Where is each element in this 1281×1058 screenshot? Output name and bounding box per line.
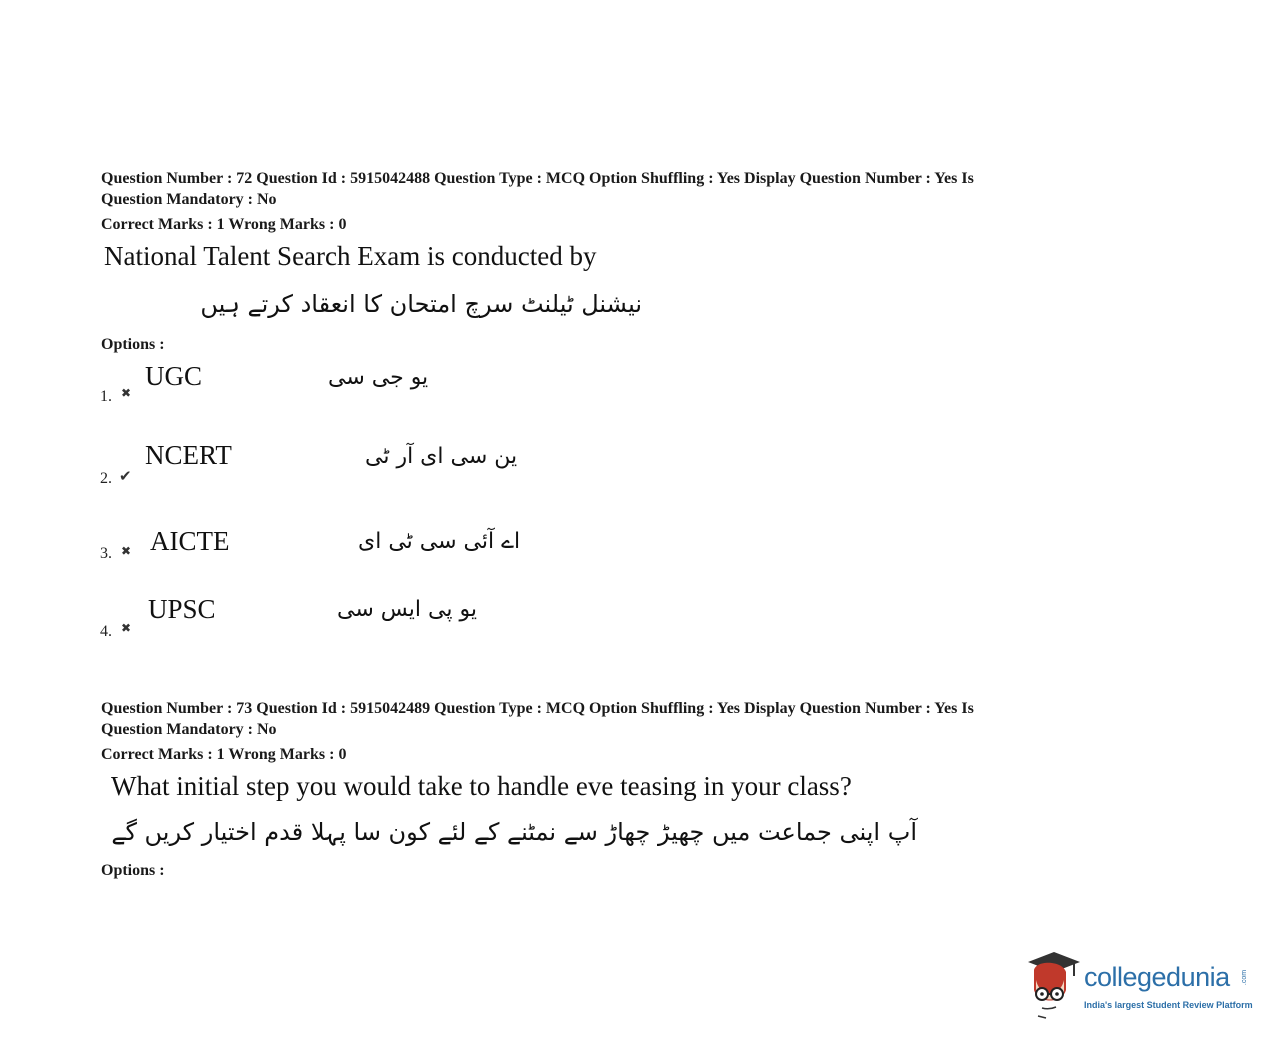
collegedunia-logo <box>1022 950 1262 1020</box>
question-72-options-label: Options : <box>101 336 165 353</box>
option-3-text-ur: اے آئی سی ٹی ای <box>358 529 521 554</box>
option-2 <box>100 440 518 490</box>
question-72-text-ur: نیشنل ٹیلنٹ سرچ امتحان کا انعقاد کرتے ہیں <box>200 290 642 318</box>
check-icon: ✔ <box>119 467 132 485</box>
option-2-text-ur: ین سی ای آر ٹی <box>365 444 518 469</box>
option-4-number: 4. <box>100 623 112 640</box>
question-73-text-en: What initial step you would take to handle eve teasing in your class? <box>111 771 852 801</box>
question-73-meta <box>101 698 1101 765</box>
question-73-marks: Correct Marks : 1 Wrong Marks : 0 <box>101 746 347 763</box>
option-3 <box>100 526 521 576</box>
question-72-text-en: National Talent Search Exam is conducted by <box>104 241 597 271</box>
question-72-meta-line2: Question Mandatory : No <box>101 191 277 208</box>
option-4 <box>100 594 500 644</box>
logo-suffix: .com <box>1241 969 1249 986</box>
question-73-meta-line2: Question Mandatory : No <box>101 721 277 738</box>
option-1-text-en: UGC <box>145 361 203 391</box>
logo-tagline: India's largest Student Review Platform <box>1084 1000 1253 1010</box>
option-4-text-ur: یو پی ایس سی <box>337 597 477 622</box>
cross-icon: ✖ <box>121 621 132 635</box>
question-72-meta <box>101 168 1101 235</box>
question-73-meta-line1: Question Number : 73 Question Id : 5915042489 Question Type : MCQ Option Shuffling : Yes Display Question Number : Yes Is <box>101 700 974 717</box>
option-2-text-en: NCERT <box>145 440 232 470</box>
logo-mascot-icon <box>1022 950 1082 1020</box>
option-1-number: 1. <box>100 388 112 405</box>
cross-icon: ✖ <box>121 544 132 558</box>
option-4-text-en: UPSC <box>148 594 216 624</box>
logo-name: collegedunia <box>1084 962 1230 992</box>
option-1 <box>100 360 500 410</box>
question-72-meta-line1: Question Number : 72 Question Id : 5915042488 Question Type : MCQ Option Shuffling : Yes Display Question Number : Yes Is <box>101 170 974 187</box>
option-1-text-ur: یو جی سی <box>328 365 429 390</box>
cross-icon: ✖ <box>121 386 132 400</box>
question-73-text-ur: آپ اپنی جماعت میں چھیڑ چھاڑ سے نمٹنے کے لئے کون سا پہلا قدم اختیار کریں گے <box>111 818 917 846</box>
question-73-options-label: Options : <box>101 862 165 879</box>
option-2-number: 2. <box>100 470 112 487</box>
option-3-text-en: AICTE <box>150 526 230 556</box>
question-72-marks: Correct Marks : 1 Wrong Marks : 0 <box>101 216 347 233</box>
option-3-number: 3. <box>100 545 112 562</box>
